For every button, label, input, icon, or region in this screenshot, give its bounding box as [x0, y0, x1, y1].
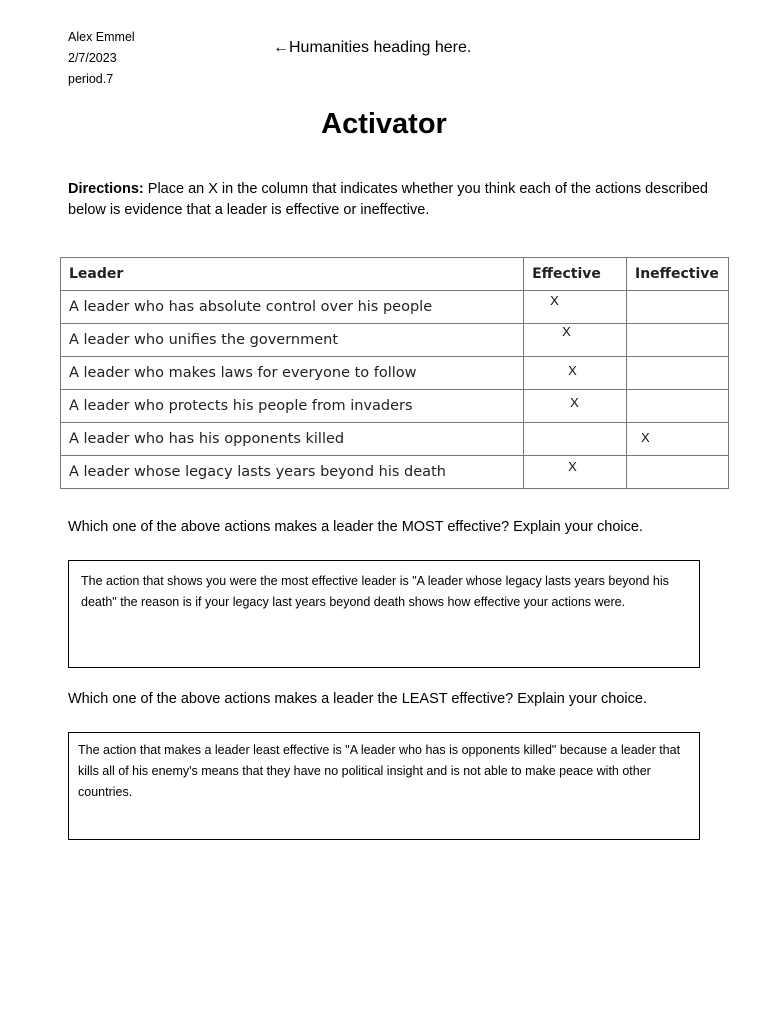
table-row: [61, 456, 729, 489]
effective-cell[interactable]: [524, 324, 627, 357]
directions-text: Place an X in the column that indicates whether you think each of the actions described below is evidence that a leader is effective or ineffective.: [68, 181, 708, 218]
header-leader: Leader: [61, 258, 524, 291]
leader-table: [60, 257, 729, 489]
assignment-date: 2/7/2023: [68, 51, 117, 65]
table-row: [61, 390, 729, 423]
directions-label: Directions:: [68, 181, 144, 197]
question-most-effective: Which one of the above actions makes a leader the MOST effective? Explain your choice.: [68, 519, 643, 535]
leader-cell: A leader who has his opponents killed: [61, 423, 524, 456]
ineffective-cell[interactable]: [627, 390, 729, 423]
effective-mark: X: [568, 363, 577, 378]
leader-cell: A leader who unifies the government: [61, 324, 524, 357]
student-name: Alex Emmel: [68, 30, 135, 44]
effective-mark: X: [568, 459, 577, 474]
effective-cell[interactable]: [524, 456, 627, 489]
table-row: [61, 423, 729, 456]
student-heading: [68, 27, 135, 90]
ineffective-cell[interactable]: [627, 456, 729, 489]
ineffective-cell[interactable]: [627, 357, 729, 390]
table-row: [61, 291, 729, 324]
effective-mark: X: [550, 293, 559, 308]
effective-cell[interactable]: [524, 357, 627, 390]
table-row: [61, 324, 729, 357]
question-least-effective: Which one of the above actions makes a leader the LEAST effective? Explain your choice.: [68, 691, 647, 707]
directions: [68, 179, 708, 221]
ineffective-cell[interactable]: [627, 423, 729, 456]
leader-cell: A leader who has absolute control over his people: [61, 291, 524, 324]
page-title: Activator: [321, 108, 447, 140]
table-header-row: [61, 258, 729, 291]
header-effective: Effective: [524, 258, 627, 291]
ineffective-cell[interactable]: [627, 324, 729, 357]
ineffective-mark: X: [641, 430, 650, 445]
effective-mark: X: [562, 324, 571, 339]
effective-mark: X: [570, 395, 579, 410]
leader-cell: A leader whose legacy lasts years beyond his death: [61, 456, 524, 489]
effective-cell[interactable]: [524, 390, 627, 423]
ineffective-cell[interactable]: [627, 291, 729, 324]
header-ineffective: Ineffective: [627, 258, 729, 291]
table-row: [61, 357, 729, 390]
leader-cell: A leader who protects his people from invaders: [61, 390, 524, 423]
heading-note: ←Humanities heading here.: [273, 39, 472, 56]
answer-least-effective[interactable]: The action that makes a leader least effective is "A leader who has is opponents killed" because a leader that kills all of his enemy's means that they have no political insight and is not able to make peace with other countries.: [68, 732, 700, 840]
effective-cell[interactable]: [524, 291, 627, 324]
class-period: period.7: [68, 72, 114, 86]
leader-cell: A leader who makes laws for everyone to follow: [61, 357, 524, 390]
effective-cell[interactable]: [524, 423, 627, 456]
answer-most-effective[interactable]: The action that shows you were the most effective leader is "A leader whose legacy lasts years beyond his death" the reason is if your legacy last years beyond death shows how effective your actions were.: [68, 560, 700, 668]
